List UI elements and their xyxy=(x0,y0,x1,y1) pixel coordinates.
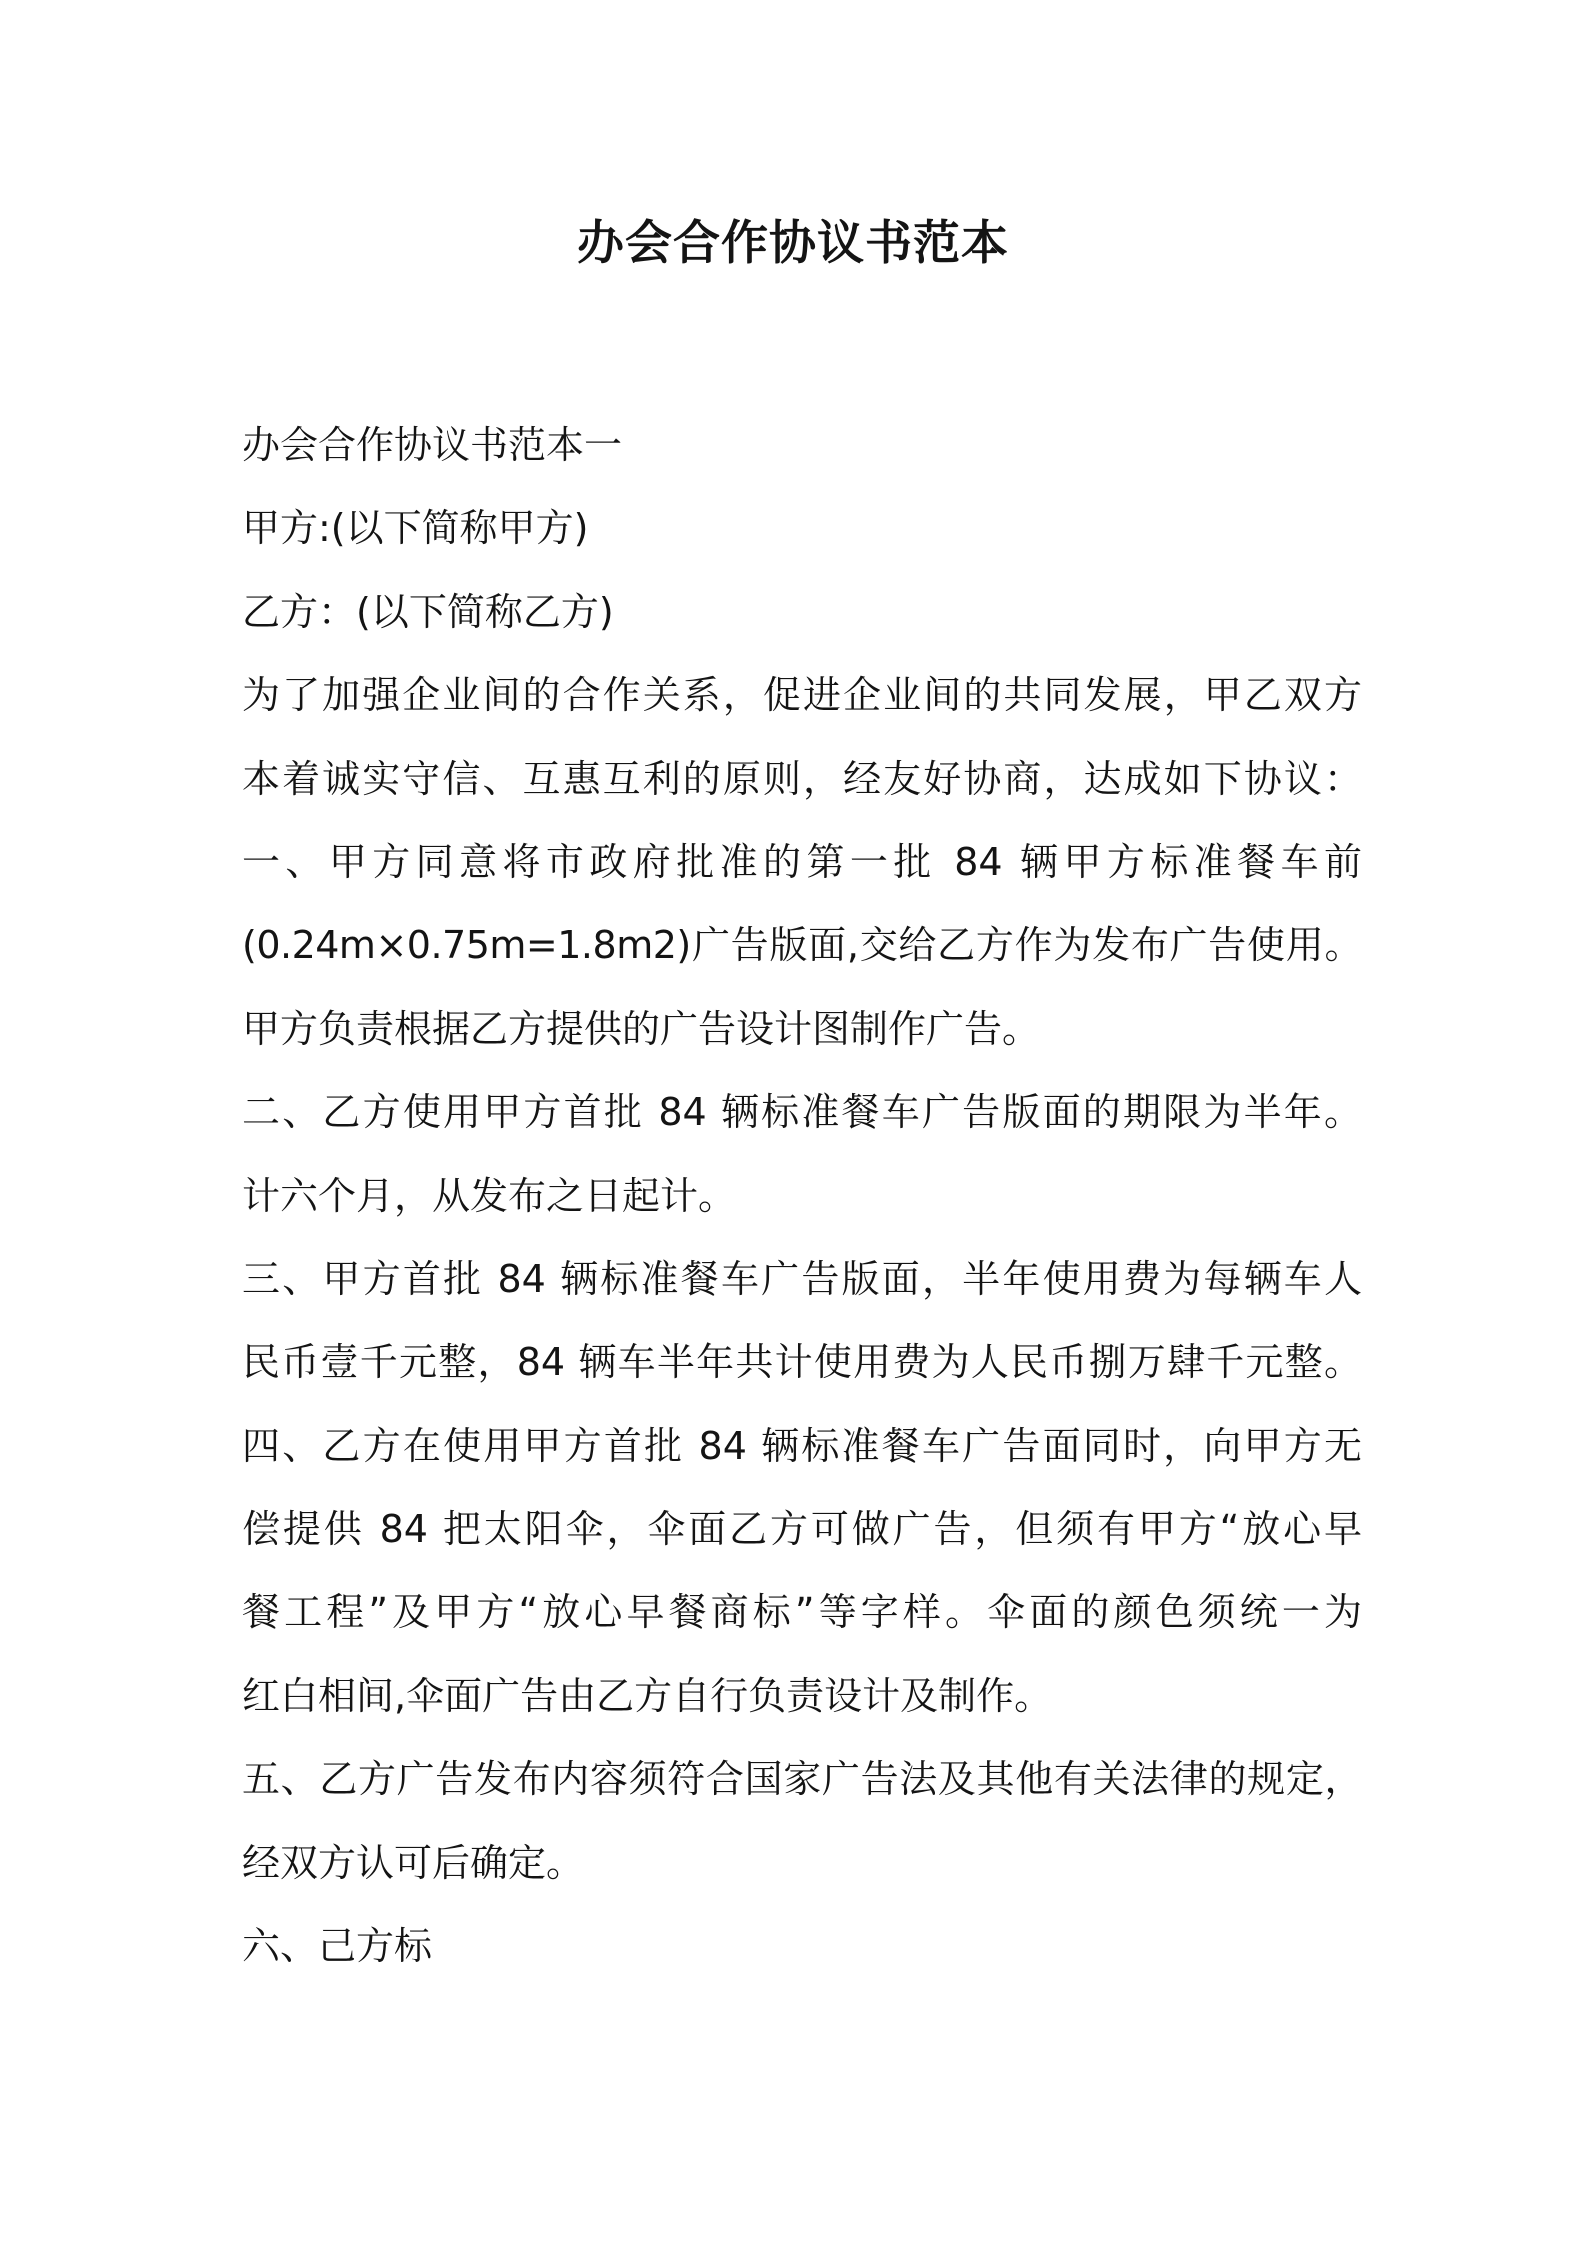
paragraph-line: 六、己方标 xyxy=(242,1924,433,1969)
paragraph-line: 本着诚实守信、互惠互利的原则，经友好协商，达成如下协议： xyxy=(242,756,1362,801)
party-b-line: 乙方：(以下简称乙方) xyxy=(242,589,614,634)
paragraph-line: 偿提供 84 把太阳伞，伞面乙方可做广告，但须有甲方“放心早 xyxy=(242,1507,1362,1552)
paragraph-line: 五、乙方广告发布内容须符合国家广告法及其他有关法律的规定， xyxy=(242,1757,1362,1802)
document-title: 办会合作协议书范本 xyxy=(577,216,1009,271)
paragraph-line: (0.24m×0.75m=1.8m2)广告版面,交给乙方作为发布广告使用。 xyxy=(242,923,1362,968)
paragraph-line: 为了加强企业间的合作关系，促进企业间的共同发展，甲乙双方 xyxy=(242,673,1362,718)
paragraph-line: 三、甲方首批 84 辆标准餐车广告版面，半年使用费为每辆车人 xyxy=(242,1256,1362,1301)
paragraph-line: 红白相间,伞面广告由乙方自行负责设计及制作。 xyxy=(242,1673,1053,1718)
paragraph-line: 民币壹千元整，84 辆车半年共计使用费为人民币捌万肆千元整。 xyxy=(242,1340,1362,1385)
paragraph-line: 计六个月，从发布之日起计。 xyxy=(242,1173,737,1218)
paragraph-line: 餐工程”及甲方“放心早餐商标”等字样。伞面的颜色须统一为 xyxy=(242,1590,1362,1635)
paragraph-line: 经双方认可后确定。 xyxy=(242,1840,585,1885)
paragraph-line: 一、甲方同意将市政府批准的第一批 84 辆甲方标准餐车前 xyxy=(242,839,1362,884)
paragraph-line: 甲方负责根据乙方提供的广告设计图制作广告。 xyxy=(242,1006,1041,1051)
document-body xyxy=(242,404,1362,1988)
subtitle-line: 办会合作协议书范本一 xyxy=(242,423,623,467)
paragraph-line: 二、乙方使用甲方首批 84 辆标准餐车广告版面的期限为半年。 xyxy=(242,1090,1362,1135)
party-a-line: 甲方:(以下简称甲方) xyxy=(242,506,589,551)
paragraph-line: 四、乙方在使用甲方首批 84 辆标准餐车广告面同时，向甲方无 xyxy=(242,1423,1362,1468)
